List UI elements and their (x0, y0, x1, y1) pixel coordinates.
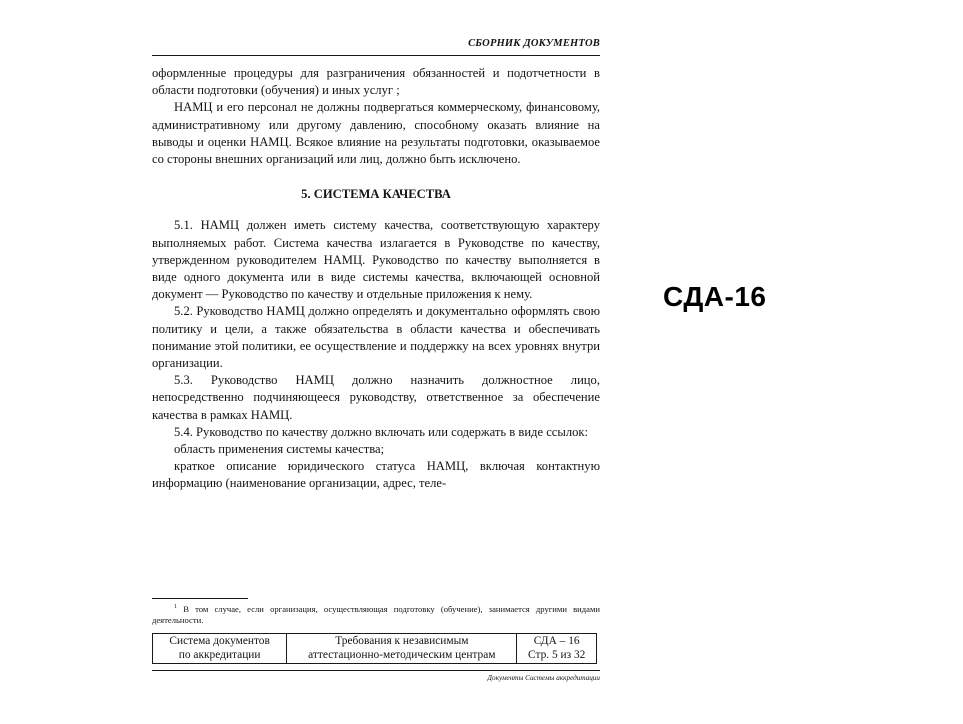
list-item-scope: область применения системы качества; (174, 442, 385, 457)
table-cell-code (517, 634, 597, 664)
running-footer: Документы Системы аккредитации (487, 674, 600, 682)
footnote-marker: 1 (174, 604, 177, 610)
table-cell-text: Стр. 5 из 32 (528, 648, 586, 661)
table-cell-title (287, 634, 517, 664)
running-header: СБОРНИК ДОКУМЕНТОВ (468, 38, 600, 49)
footnote (152, 602, 600, 627)
paragraph-5-4: 5.4. Руководство по качеству должно включать или содержать в виде ссылок: (174, 424, 589, 439)
list-item-legal-status: краткое описание юридического статуса НАМЦ, включая контактную информацию (наименование организации, адрес, теле- (152, 459, 600, 491)
table-cell-text: аттестационно-методическим центрам (308, 648, 496, 661)
paragraph-5-2: 5.2. Руководство НАМЦ должно определять и документально оформлять свою политику и цели, а также обязательства в области качества и обеспечивать понимание этой политики, ее осуществление и поддержку на всех уровнях внутри организации. (152, 304, 600, 371)
paragraph-pressure: НАМЦ и его персонал не должны подвергаться коммерческому, финансовому, административному или другому давлению, способному оказать влияние на выводы и оценки НАМЦ. Всякое влияние на результаты подготовки, оказываемое со стороны внешних организаций или лиц, должно быть исключено. (152, 100, 600, 167)
header-rule (152, 55, 600, 56)
table-cell-text: Система документов (169, 635, 270, 647)
table-cell-system (153, 634, 287, 664)
footnote-text: В том случае, если организация, осуществляющая подготовку (обучение), занимается другими видами деятельности. (152, 603, 600, 626)
section-title: 5. СИСТЕМА КАЧЕСТВА (301, 187, 451, 202)
table-cell-text: по аккредитации (178, 648, 261, 661)
paragraph-5-3: 5.3. Руководство НАМЦ должно назначить должностное лицо, непосредственно подчиняющееся руководству, ответственное за обеспечение качества в рамках НАМЦ. (152, 373, 600, 422)
document-page (152, 36, 600, 696)
document-code-label: СДА-16 (663, 281, 767, 312)
table-cell-text: СДА – 16 (533, 635, 580, 647)
document-id-table (152, 633, 597, 664)
document-body (152, 65, 600, 493)
paragraph-continuation: оформленные процедуры для разграничения обязанностей и подотчетности в области подготовки (обучения) и иных услуг ; (152, 66, 600, 98)
footnote-rule (152, 598, 248, 599)
table-cell-text: Требования к независимым (335, 635, 469, 647)
footer-rule (152, 670, 600, 671)
paragraph-5-1: 5.1. НАМЦ должен иметь систему качества, соответствующую характеру выполняемых работ. Система качества излагается в Руководстве по качеству, утвержденном руководителем НАМЦ. Руководство по качеству выполняется в виде одного документа или в виде системы качества, включающей основной документ — Руководство по качеству и отдельные приложения к нему. (152, 218, 600, 302)
table-row (153, 634, 597, 664)
